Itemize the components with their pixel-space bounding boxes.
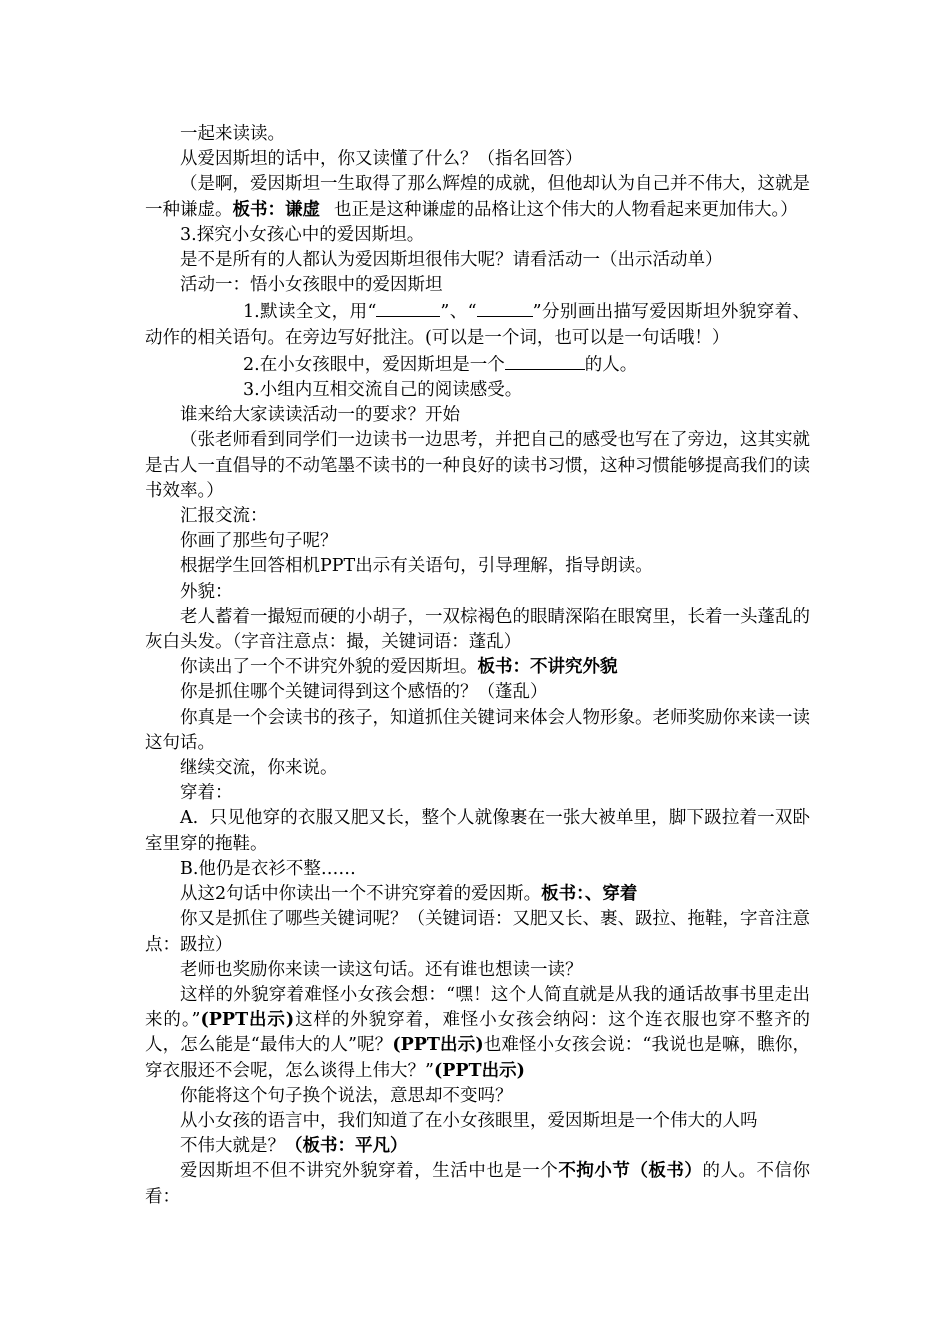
document-page <box>145 122 810 1210</box>
paragraph <box>145 403 810 428</box>
text: 你又是抓住了哪些关键词呢？（关键词语：又肥又长、裹、趿拉、拖鞋，字音注意点：趿拉） <box>145 909 810 955</box>
text: 老人蓄着一撮短而硬的小胡子，一双棕褐色的眼睛深陷在眼窝里，长着一头蓬乱的灰白头发。（字音注意点：撮，关键词语：蓬乱） <box>145 606 810 653</box>
paragraph <box>145 172 810 222</box>
text: 一起来读读。 <box>180 124 285 144</box>
text: 根据学生回答相机PPT出示有关语句，引导理解，指导朗读。 <box>180 556 653 577</box>
text: 从这2句话中你读出一个不讲究穿着的爱因斯。 <box>180 884 542 905</box>
text: 爱因斯坦不但不讲究外貌穿着，生活中也是一个 <box>180 1161 559 1182</box>
text: 继续交流，你来说。 <box>180 758 338 779</box>
text: 1.默读全文，用“ <box>243 302 377 323</box>
paragraph <box>145 857 810 882</box>
activity-item <box>145 298 810 350</box>
text: 的人。不信你看： <box>145 1161 811 1207</box>
text: 你能将这个句子换个说法，意思却不变吗？ <box>180 1085 513 1106</box>
text: 汇报交流： <box>180 506 268 527</box>
text: 3.探究小女孩心中的爱因斯坦。 <box>180 224 425 245</box>
text: 外貌： <box>180 581 233 602</box>
paragraph <box>145 554 810 579</box>
text: B.他仍是衣衫不整…… <box>180 858 356 879</box>
text: 2.在小女孩眼中，爱因斯坦是一个 <box>243 354 505 375</box>
ppt-note: (PPT出示) <box>200 1010 295 1031</box>
board-note: （板书：平凡） <box>285 1136 408 1157</box>
paragraph <box>145 706 810 756</box>
text: （张老师看到同学们一边读书一边思考，并把自己的感受也写在了旁边，这其实就是古人一直倡导的不动笔墨不读书的一种良好的读书习惯，这种习惯能够提高我们的读书效率。） <box>145 430 810 501</box>
text: 也正是这种谦虚的品格让这个伟大的人物看起来更加伟大。） <box>334 199 798 220</box>
paragraph <box>145 882 810 907</box>
text: 活动一：悟小女孩眼中的爱因斯坦 <box>180 275 443 296</box>
paragraph <box>145 504 810 529</box>
text: 这样的外貌穿着，难怪小女孩会纳闷：这个连衣服也穿不整齐的人，怎么能是“最伟大的人”呢？ <box>145 1010 810 1056</box>
text: 3.小组内互相交流自己的阅读感受。 <box>243 380 523 401</box>
paragraph <box>145 680 810 705</box>
paragraph <box>145 580 810 605</box>
paragraph <box>145 122 810 147</box>
blank-line <box>477 298 533 317</box>
activity-item <box>145 378 810 403</box>
text: 穿着： <box>180 783 233 804</box>
paragraph <box>145 1134 810 1159</box>
text: 你读出了一个不讲究外貌的爱因斯坦。 <box>180 657 478 678</box>
paragraph <box>145 1109 810 1134</box>
text: 是不是所有的人都认为爱因斯坦很伟大呢？请看活动一（出示活动单） <box>180 250 723 271</box>
paragraph <box>145 529 810 554</box>
paragraph <box>145 958 810 983</box>
blank-line <box>505 351 585 370</box>
blank-line <box>376 298 440 317</box>
board-note: 不拘小节 <box>558 1161 631 1182</box>
text: 你画了那些句子呢？ <box>180 531 338 552</box>
paragraph <box>145 907 810 957</box>
activity-item <box>145 351 810 378</box>
paragraph <box>145 147 810 172</box>
paragraph <box>145 605 810 655</box>
text: 这样的外貌穿着难怪小女孩会想：“嘿！这个人简直就是从我的通话故事书里走出来的。” <box>145 984 810 1031</box>
paragraph <box>145 983 810 1084</box>
text: 从小女孩的语言中，我们知道了在小女孩眼里，爱因斯坦是一个伟大的人吗 <box>180 1110 758 1131</box>
paragraph <box>145 655 810 680</box>
text: 从爱因斯坦的话中，你又读懂了什么？（指名回答） <box>180 149 583 170</box>
text: A. 只见他穿的衣服又肥又长，整个人就像裹在一张大被单里，脚下趿拉着一双卧室里穿的拖鞋。 <box>145 808 810 854</box>
paragraph <box>145 756 810 781</box>
board-note: 板书：谦虚 <box>232 199 320 220</box>
text: 谁来给大家读读活动一的要求？开始 <box>180 405 460 426</box>
section-heading <box>145 223 810 248</box>
paragraph <box>145 781 810 806</box>
text: ”分别画出描写爱因斯坦外貌穿着、动作的相关语句。在旁边写好批注。(可以是一个词，也可以是一句话哦！） <box>145 302 810 348</box>
text: 你是抓住哪个关键词得到这个感悟的？（蓬乱） <box>180 682 548 703</box>
text: ”、“ <box>440 302 477 323</box>
paragraph <box>145 248 810 273</box>
paragraph <box>145 1159 810 1209</box>
text: 也难怪小女孩会说：“我说也是嘛，瞧你，穿衣服还不会呢，怎么谈得上伟大？” <box>145 1035 810 1081</box>
ppt-note: (PPT出示) <box>392 1035 484 1056</box>
text: （是啊，爱因斯坦一生取得了那么辉煌的成就，但他却认为自己并不伟大，这就是一种谦虚。 <box>145 174 810 220</box>
activity-title <box>145 273 810 298</box>
text: 的人。 <box>584 354 638 375</box>
paragraph <box>145 806 810 856</box>
paragraph <box>145 1084 810 1109</box>
paragraph <box>145 428 810 504</box>
board-note: 板书：、穿着 <box>541 884 638 905</box>
text: 老师也奖励你来读一读这句话。还有谁也想读一读？ <box>180 959 583 980</box>
text: 不伟大就是？ <box>180 1136 285 1157</box>
board-note: （板书） <box>630 1161 703 1182</box>
ppt-note: (PPT出示) <box>433 1060 525 1081</box>
text: 你真是一个会读书的孩子，知道抓住关键词来体会人物形象。老师奖励你来读一读这句话。 <box>145 707 810 753</box>
board-note: 板书：不讲究外貌 <box>477 657 618 678</box>
